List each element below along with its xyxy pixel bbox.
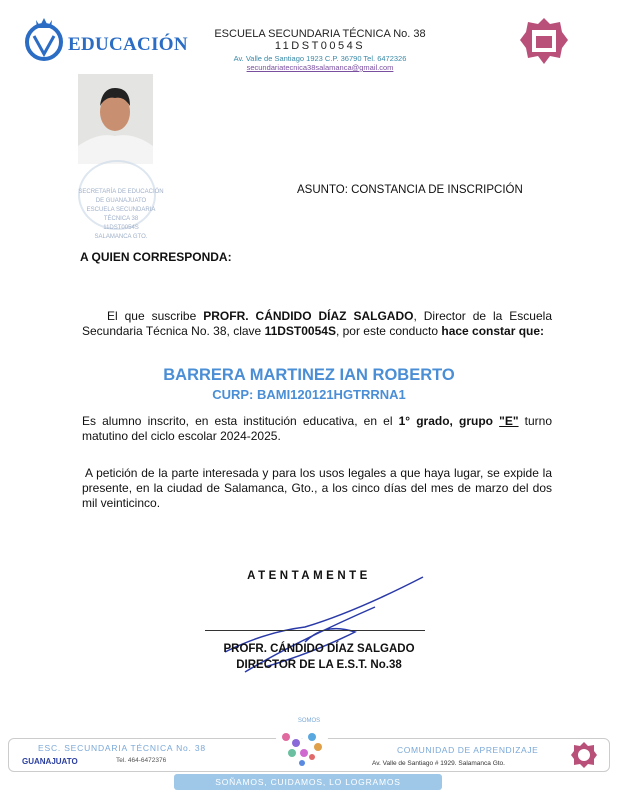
salutation: A QUIEN CORRESPONDA: xyxy=(80,250,232,264)
school-code: 11DST0054S xyxy=(274,40,366,52)
school-email[interactable]: secundariatecnica38salamanca@gmail.com xyxy=(246,63,394,72)
footer-address: Av. Valle de Santiago # 1929. Salamanca Gto. xyxy=(372,760,505,767)
letterhead xyxy=(200,28,440,72)
school-name: ESCUELA SECUNDARIA TÉCNICA No. 38 xyxy=(214,28,426,40)
school-gear-logo xyxy=(518,14,570,74)
signer-block xyxy=(0,641,618,673)
signer-name: PROFR. CÁNDIDO DÍAZ SALGADO xyxy=(223,643,415,655)
student-photo xyxy=(78,74,153,164)
student-curp: CURP: BAMI120121HGTRRNA1 xyxy=(212,387,406,402)
footer-somos: SOMOS xyxy=(297,718,321,724)
footer-slogan: SOÑAMOS, CUIDAMOS, LO LOGRAMOS xyxy=(174,774,442,790)
education-logo-text: EDUCACIÓN xyxy=(68,34,188,55)
paragraph-issuance: A petición de la parte interesada y para los usos legales a que haya lugar, se expide la presente, en la ciudad de Salamanca, Gto., a los cinco días del mes de marzo del dos mil veinticinco. xyxy=(82,466,552,510)
stamp-line: TÉCNICA 38 xyxy=(103,216,139,222)
signature-line xyxy=(205,630,425,631)
student-name: BARRERA MARTINEZ IAN ROBERTO xyxy=(163,366,455,384)
stamp-line: ESCUELA SECUNDARIA xyxy=(86,207,156,213)
signer-title: DIRECTOR DE LA E.S.T. No.38 xyxy=(236,659,402,671)
student-block xyxy=(0,366,618,402)
paragraph-intro: El que suscribe PROFR. CÁNDIDO DÍAZ SALGADO, Director de la Escuela Secundaria Técnica No. 38, clave 11DST0054S, por este conducto hace constar que: xyxy=(82,309,552,338)
stamp-line: SECRETARÍA DE EDUCACIÓN xyxy=(78,189,164,195)
closing: ATENTAMENTE xyxy=(247,570,371,582)
footer-state: GUANAJUATO xyxy=(22,757,78,766)
paragraph-enrollment: Es alumno inscrito, en esta institución educativa, en el 1° grado, grupo "E" turno matutino del ciclo escolar 2024-2025. xyxy=(82,414,553,443)
stamp-line: SALAMANCA GTO. xyxy=(94,234,148,240)
school-address: Av. Valle de Santiago 1923 C.P. 36790 Tel. 6472326 xyxy=(233,54,407,63)
footer-tel: Tel. 464-6472376 xyxy=(116,757,167,764)
butterfly-heart-icon xyxy=(272,725,332,771)
subject-line: ASUNTO: CONSTANCIA DE INSCRIPCIÓN xyxy=(297,184,523,196)
footer-school: ESC. SECUNDARIA TÉCNICA No. 38 xyxy=(38,743,206,753)
footer-community: COMUNIDAD DE APRENDIZAJE xyxy=(397,745,539,755)
stamp-line: 11DST0054S xyxy=(103,225,139,231)
stamp-line: DE GUANAJUATO xyxy=(95,198,147,204)
footer-gear-logo xyxy=(570,741,598,769)
official-stamp xyxy=(66,188,176,242)
